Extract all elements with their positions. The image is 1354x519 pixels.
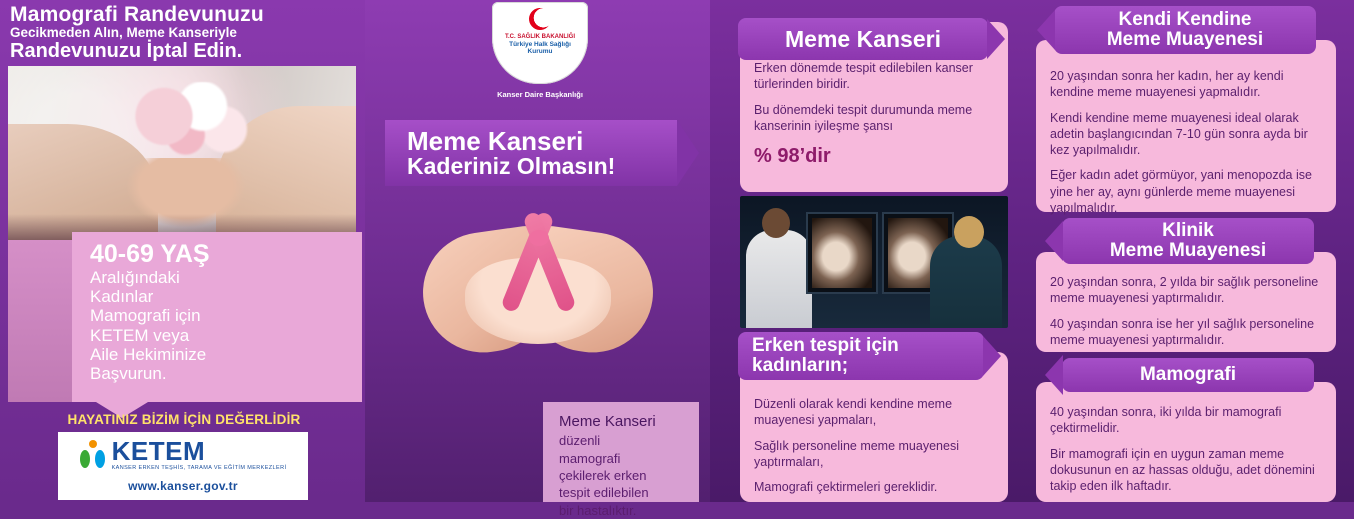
header-self-exam: [1054, 6, 1316, 54]
left-headline-2: Gecikmeden Alın, Meme Kanseriyle: [10, 25, 237, 41]
card-clinical-exam-body: [1036, 252, 1336, 367]
ministry-line-3: Kurumu: [527, 48, 553, 56]
card-mammography-p1: 40 yaşından sonra, iki yılda bir mamografi çektirmelidir.: [1050, 405, 1282, 436]
header-clinical-exam-line-2: Meme Muayenesi: [1109, 240, 1267, 261]
card-mammography-p2: Bir mamografi için en uygun zaman meme dokusunun en az hassas olduğu, adet dönemini takip eden ilk haftadır.: [1050, 446, 1315, 493]
patient-figure: [930, 236, 1002, 328]
header-mammography: [1062, 358, 1314, 392]
center-note-line-5: tespit edilebilen: [559, 485, 649, 501]
card-clinical-exam-p2: 40 yaşından sonra ise her yıl sağlık personeline meme muayenesi yaptırmalıdır.: [1050, 316, 1315, 347]
center-note-line-2: düzenli: [559, 433, 601, 449]
header-early-detection-line-2: kadınların;: [752, 355, 849, 376]
ministry-logo-block: [465, 2, 615, 99]
card-self-exam-body: [1036, 40, 1336, 235]
header-self-exam-line-1: Kendi Kendine: [1118, 8, 1252, 30]
age-line-4: KETEM veya: [90, 325, 190, 345]
left-headline-group: [10, 4, 362, 62]
card-breast-cancer-highlight: % 98’dir: [754, 145, 831, 167]
age-range-text: 40-69 YAŞ: [90, 240, 210, 268]
center-title-line-1: Meme Kanseri: [407, 125, 584, 156]
card-mammography: [1036, 382, 1336, 502]
age-info-box: [72, 232, 362, 402]
arrow-left-icon: [1037, 10, 1055, 50]
middle-column: [718, 0, 1018, 502]
card-self-exam-p1: 20 yaşından sonra her kadın, her ay kendi kendine meme muayenesi yapmalıdır.: [1050, 69, 1284, 100]
header-early-detection-line-1: Erken tespit için: [752, 334, 899, 356]
doctor-mammogram-photo: [740, 196, 1008, 328]
center-note-line-3: mamografi: [559, 450, 621, 466]
ministry-shield-icon: [492, 2, 588, 84]
slogan-text: HAYATINIZ BİZİM İÇİN DEĞERLİDİR: [67, 412, 301, 427]
card-breast-cancer-p1: Erken dönemde tespit edilebilen kanser türlerinden biridir.: [754, 61, 973, 92]
header-mammography-title: Mamografi: [1139, 363, 1237, 385]
age-line-6: Başvurun.: [90, 364, 167, 384]
header-breast-cancer: [738, 18, 988, 60]
card-self-exam: [1036, 40, 1336, 215]
card-clinical-exam: [1036, 252, 1336, 352]
header-clinical-exam: [1062, 218, 1314, 264]
pink-ribbon-icon: [509, 206, 569, 318]
left-accent-strip: [8, 240, 74, 402]
left-headline-3: Randevunuzu İptal Edin.: [10, 40, 243, 63]
card-self-exam-p3: Eğer kadın adet görmüyor, yani menopozda ise yine her ay, aynı günlerde meme muayenesi yapılmalıdır.: [1050, 168, 1312, 215]
card-clinical-exam-p1: 20 yaşından sonra, 2 yılda bir sağlık personeline meme muayenesi yaptırmalıdır.: [1050, 275, 1319, 306]
left-panel: [0, 0, 365, 502]
center-note-line-1: Meme Kanseri: [559, 413, 656, 430]
center-title-banner: [385, 120, 677, 186]
ketem-subtitle: KANSER ERKEN TEŞHİS, TARAMA VE EĞİTİM MERKEZLERİ: [111, 465, 287, 471]
ketem-logo-block: [58, 432, 308, 500]
patient-head: [954, 216, 984, 248]
right-column: [1028, 0, 1354, 502]
center-bottom-note: [543, 402, 699, 518]
header-clinical-exam-line-1: Klinik: [1162, 219, 1214, 241]
center-note-line-4: çekilerek erken: [559, 467, 647, 483]
card-early-detection-p1: Düzenli olarak kendi kendine meme muayenesi yapmaları,: [754, 397, 953, 428]
center-note-line-6: bir hastalıktır.: [559, 502, 637, 518]
age-line-3: Mamografi için: [90, 306, 201, 326]
ketem-website-url[interactable]: www.kanser.gov.tr: [128, 479, 238, 493]
ketem-flower-icon: [80, 440, 106, 470]
left-headline-1: Mamografi Randevunuzu: [10, 3, 264, 26]
card-self-exam-p2: Kendi kendine meme muayenesi ideal olarak adetin başlangıcından 7-10 gün sonra ayda bir kez yapılmalıdır.: [1050, 110, 1308, 157]
arrow-left-icon: [1045, 221, 1063, 261]
ketem-name: KETEM: [111, 436, 206, 466]
card-breast-cancer-p2: Bu dönemdeki tespit durumunda meme kanserinin iyileşme şansı: [754, 102, 973, 133]
crescent-icon: [526, 5, 554, 33]
age-line-2: Kadınlar: [90, 286, 154, 306]
ministry-caption: Kanser Daire Başkanlığı: [497, 90, 583, 99]
doctor-head: [762, 208, 790, 238]
ministry-line-1: T.C. SAĞLIK BAKANLIĞI: [505, 34, 575, 40]
photo-flowers: [128, 82, 248, 168]
mammogram-scan-left: [812, 218, 872, 288]
header-breast-cancer-title: Meme Kanseri: [785, 25, 941, 52]
center-panel: [365, 0, 710, 518]
couple-hands-photo: [8, 66, 356, 240]
ketem-logo-row: [58, 432, 308, 471]
age-line-1: Aralığındaki: [90, 267, 180, 287]
card-mammography-body: [1036, 382, 1336, 513]
age-line-5: Aile Hekiminize: [90, 345, 207, 364]
monitor-left: [806, 212, 878, 294]
card-early-detection-p2: Sağlık personeline meme muayenesi yaptırmaları,: [754, 438, 959, 469]
hands-with-ribbon-illustration: [423, 196, 653, 376]
header-self-exam-line-2: Meme Muayenesi: [1106, 29, 1264, 50]
arrow-right-icon: [983, 336, 1001, 376]
center-banner-arrow: [677, 120, 699, 186]
card-early-detection-p3: Mamografi çektirmeleri gereklidir.: [754, 480, 938, 494]
ministry-line-2: Türkiye Halk Sağlığı: [509, 40, 571, 48]
arrow-left-icon: [1045, 355, 1063, 395]
arrow-right-icon: [987, 19, 1005, 59]
center-title-line-2: Kaderiniz Olmasın!: [407, 152, 616, 179]
header-early-detection: [738, 332, 984, 380]
doctor-figure: [746, 230, 812, 328]
